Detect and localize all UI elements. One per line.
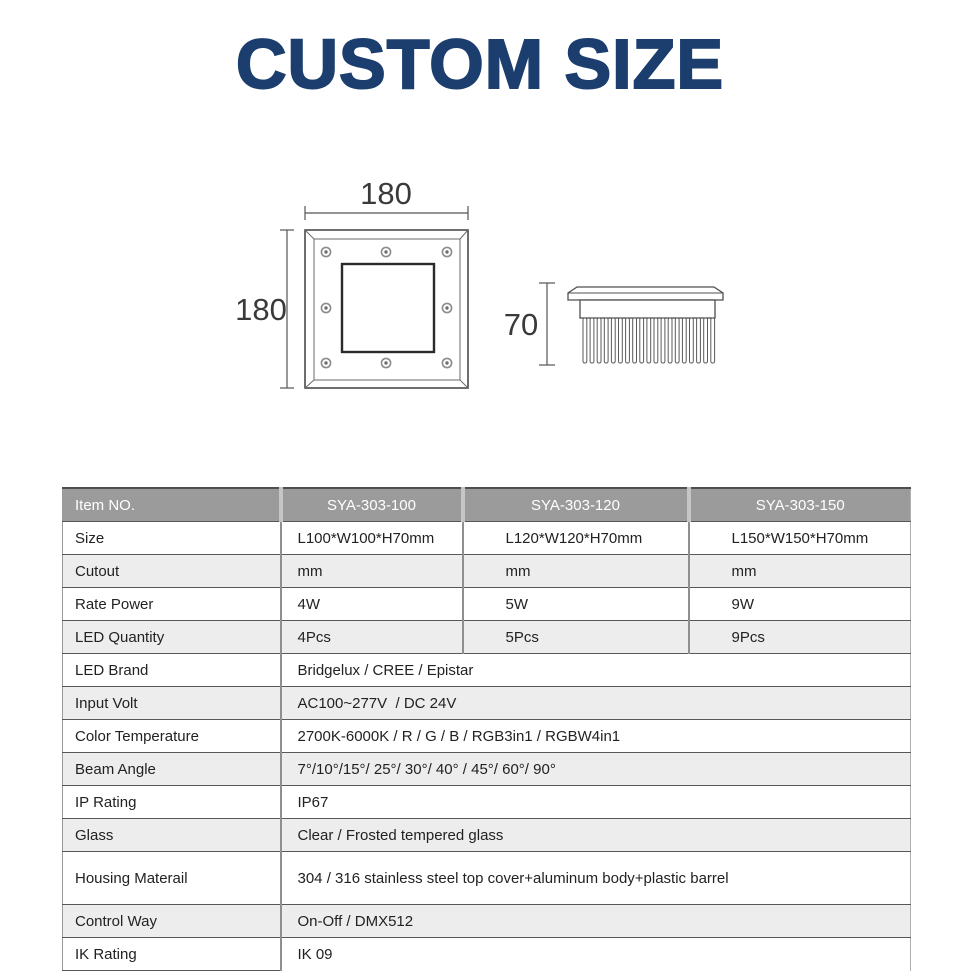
header-model-1: SYA-303-100: [281, 488, 463, 522]
page-title: CUSTOM SIZE: [235, 25, 725, 103]
header-model-2: SYA-303-120: [463, 488, 689, 522]
fin: [590, 318, 594, 363]
dimension-height-label: 180: [235, 292, 287, 327]
fin: [611, 318, 615, 363]
screw-icon: [442, 247, 451, 256]
fin: [668, 318, 672, 363]
screw-icon: [321, 303, 330, 312]
row-rate-power: Rate Power 4W 5W 9W: [63, 588, 911, 621]
row-cutout: Cutout mm mm mm: [63, 555, 911, 588]
fin: [583, 318, 587, 363]
side-view-drawing: [490, 260, 770, 400]
row-housing-material: Housing Materail 304 / 316 stainless steel top cover+aluminum body+plastic barrel: [63, 852, 911, 905]
fin: [697, 318, 701, 363]
row-led-quantity: LED Quantity 4Pcs 5Pcs 9Pcs: [63, 621, 911, 654]
fixture-body: [580, 300, 715, 318]
dimension-width-label: 180: [360, 180, 412, 211]
fin: [626, 318, 630, 363]
fin: [690, 318, 694, 363]
fin: [640, 318, 644, 363]
screw-icon: [381, 358, 390, 367]
row-ip-rating: IP Rating IP67: [63, 786, 911, 819]
row-control-way: Control Way On-Off / DMX512: [63, 905, 911, 938]
top-view-drawing: [230, 180, 510, 410]
row-glass: Glass Clear / Frosted tempered glass: [63, 819, 911, 852]
fin: [597, 318, 601, 363]
screw-icon: [442, 358, 451, 367]
fin: [647, 318, 651, 363]
row-led-brand: LED Brand Bridgelux / CREE / Epistar: [63, 654, 911, 687]
fin: [704, 318, 708, 363]
row-ik-rating: IK Rating IK 09: [63, 938, 911, 971]
heatsink-fins: [583, 318, 715, 363]
header-item-no: Item NO.: [63, 488, 281, 522]
fin: [604, 318, 608, 363]
table-header-row: [63, 488, 911, 522]
dimension-profile-height: [539, 283, 555, 365]
screw-icon: [321, 247, 330, 256]
row-size: Size L100*W100*H70mm L120*W120*H70mm L150*W150*H70mm: [63, 522, 911, 555]
row-beam-angle: Beam Angle 7°/10°/15°/ 25°/ 30°/ 40° / 45°/ 60°/ 90°: [63, 753, 911, 786]
dimension-profile-height-label: 70: [503, 307, 539, 342]
fixture-side-view: [568, 287, 723, 318]
spec-table: [62, 487, 911, 971]
fin: [633, 318, 637, 363]
row-color-temperature: Color Temperature 2700K-6000K / R / G / B / RGB3in1 / RGBW4in1: [63, 720, 911, 753]
screw-icon: [381, 247, 390, 256]
fin: [682, 318, 686, 363]
fin: [711, 318, 715, 363]
screw-icon: [321, 358, 330, 367]
fin: [654, 318, 658, 363]
row-input-volt: Input Volt AC100~277V / DC 24V: [63, 687, 911, 720]
screw-icon: [442, 303, 451, 312]
header-model-3: SYA-303-150: [689, 488, 911, 522]
glass-lens: [342, 264, 434, 352]
fin: [619, 318, 623, 363]
fin: [675, 318, 679, 363]
fin: [661, 318, 665, 363]
